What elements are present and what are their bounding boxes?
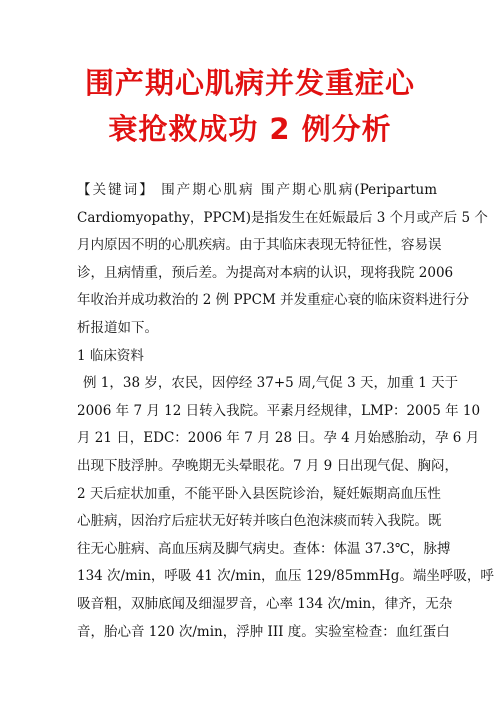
body-line: 134 次/min，呼吸 41 次/min，血压 129/85mmHg。端坐呼吸，呼 xyxy=(77,568,494,585)
body-line: 例 1，38 岁，农民，因停经 37+5 周,气促 3 天，加重 1 天于 xyxy=(83,375,459,392)
body-line: 析报道如下。 xyxy=(77,319,158,336)
body-line: 心脏病，因治疗后症状无好转并咳白色泡沫痰而转入我院。既 xyxy=(77,513,442,530)
title-line-1: 围产期心肌病并发重症心 xyxy=(84,66,415,100)
keywords-line: 【关键词】 围产期心肌病 围产期心肌病(Peripartum xyxy=(77,182,437,198)
body-line: 月 21 日，EDC：2006 年 7 月 28 日。孕 4 月始感胎动，孕 6 月 xyxy=(77,430,480,447)
body-line: 出现下肢浮肿。孕晚期无头晕眼花。7 月 9 日出现气促、胸闷， xyxy=(77,457,459,474)
title-line-2: 衰抢救成功 2 例分析 xyxy=(108,112,392,146)
body-line: 诊，且病情重，预后差。为提高对本病的认识，现将我院 2006 xyxy=(77,264,454,281)
body-line: Cardiomyopathy，PPCM)是指发生在妊娠最后 3 个月或产后 5 个 xyxy=(77,209,488,226)
body-line: 音，胎心音 120 次/min，浮肿 III 度。实验室检查：血红蛋白 xyxy=(77,623,450,640)
document-title xyxy=(40,60,460,152)
body-line: 吸音粗，双肺底闻及细湿罗音，心率 134 次/min，律齐，无杂 xyxy=(77,595,453,612)
body-line: 2006 年 7 月 12 日转入我院。平素月经规律，LMP：2005 年 10 xyxy=(77,402,481,419)
body-line: 月内原因不明的心肌疾病。由于其临床表现无特征性，容易误 xyxy=(77,237,442,254)
body-line: 年收治并成功救治的 2 例 PPCM 并发重症心衰的临床资料进行分 xyxy=(77,292,470,309)
document-body xyxy=(77,177,494,646)
body-line: 往无心脏病、高血压病及脚气病史。查体：体温 37.3℃，脉搏 xyxy=(77,540,451,557)
body-line: 2 天后症状加重，不能平卧入县医院诊治，疑妊娠期高血压性 xyxy=(77,485,441,502)
section-heading: 1 临床资料 xyxy=(77,347,144,364)
